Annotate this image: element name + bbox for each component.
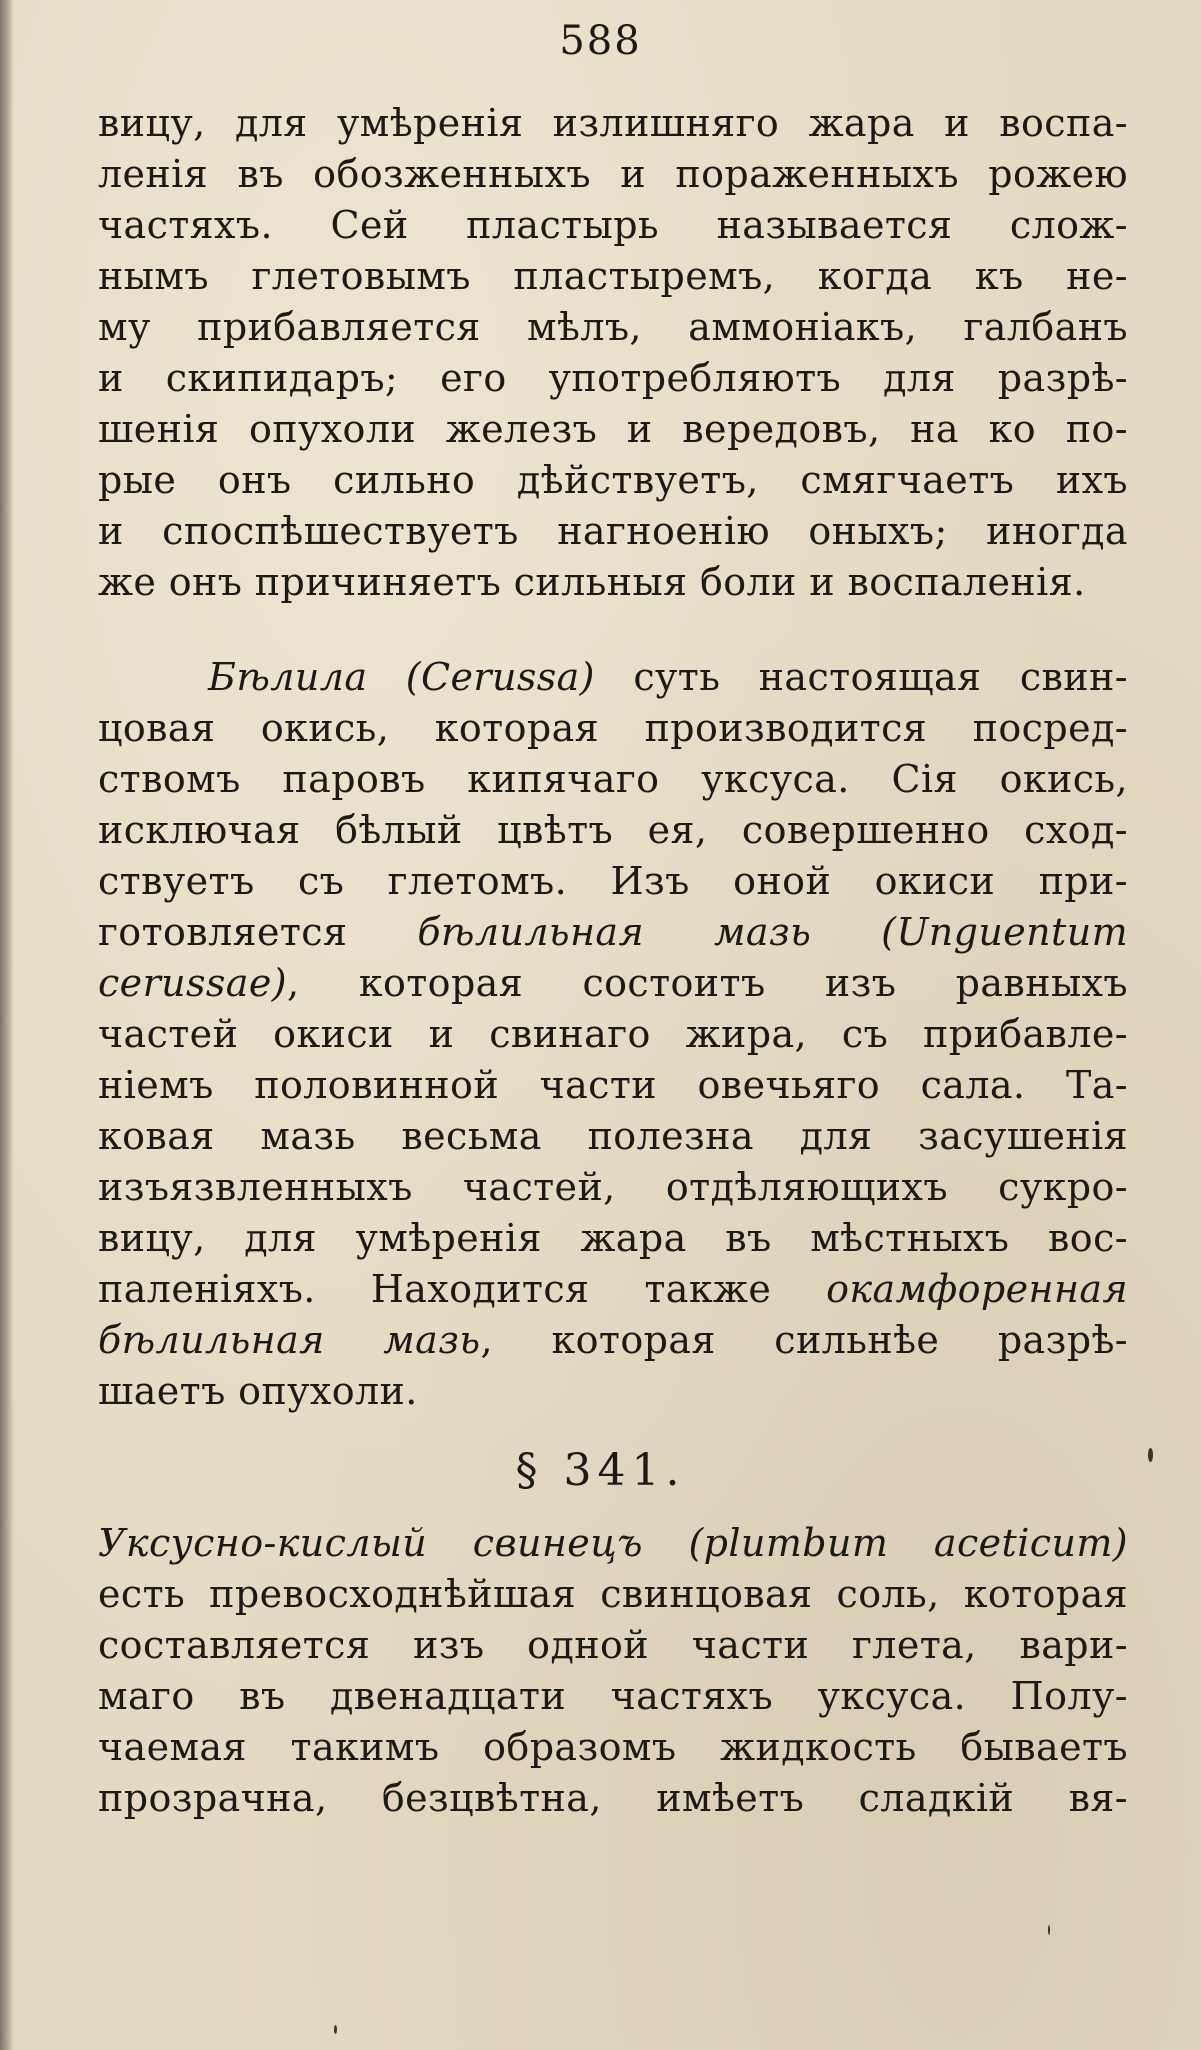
- text-line: ствуетъ съ глетомъ. Изъ оной окиси при-: [98, 859, 1128, 903]
- text-line: частяхъ. Сей пластырь называется слож-: [98, 203, 1128, 247]
- ink-speck: [334, 2025, 337, 2034]
- text-line: и споспѣшествуетъ нагноенію оныхъ; иногда: [98, 509, 1128, 553]
- text-line: [98, 907, 1128, 958]
- text-line: рые онъ сильно дѣйствуетъ, смягчаетъ ихъ: [98, 458, 1128, 502]
- text-line: ніемъ половинной части овечьяго сала. Та-: [98, 1063, 1128, 1107]
- section-heading: § 341.: [515, 1445, 686, 1496]
- term-ceruse-ointment-2: бѣлильная мазь: [98, 1318, 481, 1362]
- text-line: [98, 958, 1128, 1009]
- text-line: вицу, для умѣренія жара въ мѣстныхъ вос-: [98, 1216, 1128, 1260]
- term-ceruse: Бѣлила (Cerussa): [208, 655, 595, 699]
- text-line: [98, 1518, 1128, 1569]
- line-text: суть настоящая свин-: [594, 655, 1128, 699]
- text-line: нымъ глетовымъ пластыремъ, когда къ не-: [98, 254, 1128, 298]
- text-line: шаетъ опухоли.: [98, 1369, 418, 1413]
- page-number: 588: [559, 18, 642, 64]
- line-text: готовляется: [98, 910, 418, 954]
- text-line: прозрачна, безцвѣтна, имѣетъ сладкій вя-: [98, 1776, 1128, 1820]
- text-line: ленія въ обозженныхъ и пораженныхъ рожею: [98, 152, 1128, 196]
- term-camphorated: окамфоренная: [826, 1267, 1128, 1311]
- paragraph-lead-acetate: [98, 1518, 1128, 1824]
- line-text: , которая состоитъ изъ равныхъ: [286, 961, 1128, 1005]
- book-binding-edge: [0, 0, 14, 2050]
- text-line: ковая мазь весьма полезна для засушенія: [98, 1114, 1128, 1158]
- text-line: [98, 1315, 1128, 1366]
- text-line: чаемая такимъ образомъ жидкость бываетъ: [98, 1725, 1128, 1769]
- text-line: цовая окись, которая производится посред-: [98, 706, 1128, 750]
- text-line: вицу, для умѣренія излишняго жара и воспа-: [98, 101, 1128, 145]
- term-ceruse-latin: cerussae): [98, 961, 287, 1005]
- term-lead-acetate: Уксусно-кислый свинецъ (plumbum aceticum): [98, 1521, 1128, 1565]
- ink-speck: [1148, 1448, 1153, 1462]
- text-line: есть превосходнѣйшая свинцовая соль, которая: [98, 1572, 1128, 1616]
- text-line: ствомъ паровъ кипячаго уксуса. Сія окись,: [98, 757, 1128, 801]
- ink-speck: [1048, 1925, 1050, 1935]
- text-line: му прибавляется мѣлъ, аммоніакъ, галбанъ: [98, 305, 1128, 349]
- text-line: частей окиси и свинаго жира, съ прибавле-: [98, 1012, 1128, 1056]
- text-line: составляется изъ одной части глета, вари-: [98, 1623, 1128, 1667]
- text-line: и скипидаръ; его употребляютъ для разрѣ-: [98, 356, 1128, 400]
- text-line: изъязвленныхъ частей, отдѣляющихъ сукро-: [98, 1165, 1128, 1209]
- text-line: [98, 652, 1128, 703]
- line-text: , которая сильнѣе разрѣ-: [480, 1318, 1129, 1362]
- text-line: маго въ двенадцати частяхъ уксуса. Полу-: [98, 1674, 1128, 1718]
- text-line: исключая бѣлый цвѣтъ ея, совершенно сход-: [98, 808, 1128, 852]
- text-line: [98, 1264, 1128, 1315]
- line-text: паленіяхъ. Находится также: [98, 1267, 827, 1311]
- paragraph-plaster: [98, 98, 1128, 608]
- text-line: шенія опухоли железъ и вередовъ, на ко по-: [98, 407, 1128, 451]
- paragraph-ceruse: [98, 652, 1128, 1417]
- text-line: же онъ причиняетъ сильныя боли и воспаленія.: [98, 560, 1086, 604]
- term-ceruse-ointment: бѣлильная мазь (Unguentum: [417, 910, 1129, 954]
